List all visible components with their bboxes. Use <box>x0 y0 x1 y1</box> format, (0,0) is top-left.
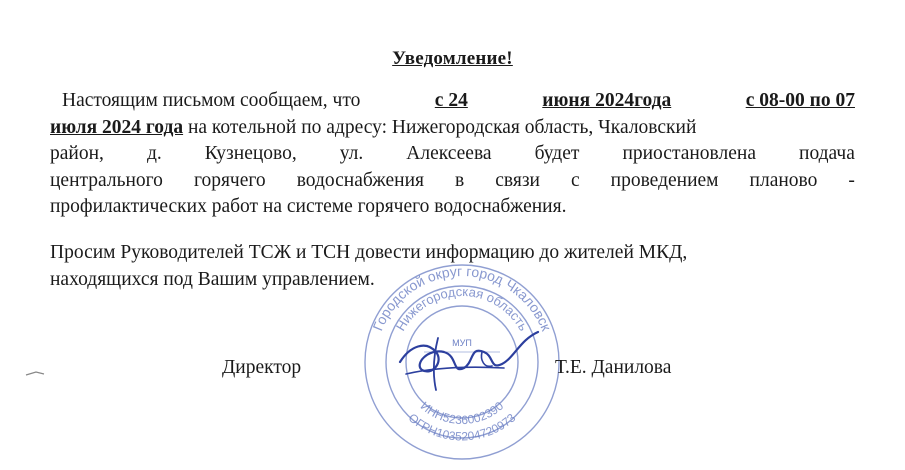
notice-intro-text: Настоящим письмом сообщаем, что <box>62 90 361 111</box>
paragraph-notice-line-5: профилактических работ на системе горячего водоснабжения. <box>50 196 567 217</box>
line3-word: Кузнецово, <box>204 143 297 164</box>
line3-word: будет <box>534 143 580 164</box>
line4-word: водоснабжения <box>296 169 424 191</box>
notice-date-start-day: с 24 <box>434 90 468 111</box>
line3-word: приостановлена <box>622 143 756 164</box>
line4-word: планово <box>749 169 818 191</box>
stamp-outer-text: Городской округ город Чкаловск <box>369 262 555 334</box>
line4-word: - <box>848 169 855 191</box>
paragraph-notice-line-2 <box>50 115 855 142</box>
line3-word: район, <box>50 143 104 164</box>
paragraph-request-line-2: находящихся под Вашим управлением. <box>50 268 375 290</box>
line4-word: горячего <box>193 169 266 191</box>
line4-word: центрального <box>50 169 163 191</box>
scan-margin-mark <box>24 366 46 380</box>
paragraph-notice-line-4 <box>50 168 855 195</box>
stamp-inner-text: Нижегородская область <box>392 283 532 334</box>
line3-word: Алексеева <box>406 143 492 164</box>
signature-stroke <box>400 332 538 371</box>
handwritten-signature <box>392 318 542 403</box>
line4-word: связи <box>495 169 540 191</box>
signature-position: Директор <box>222 357 302 378</box>
notice-date-end: июля 2024 года <box>50 116 184 138</box>
stamp-center-text: МУП <box>452 338 472 348</box>
notice-date-start-month: июня 2024года <box>542 90 672 111</box>
paragraph-notice-line-1 <box>50 88 855 115</box>
line4-word: с <box>570 169 580 191</box>
line3-word: д. <box>146 143 162 164</box>
notice-address-text: на котельной по адресу: Нижегородская область, Чкаловский <box>183 116 697 138</box>
stamp-ogrn-text: ОГРН1035204720973 <box>405 410 519 444</box>
line3-word: подача <box>799 143 855 164</box>
paragraph-notice-line-3 <box>50 141 855 168</box>
document-title: Уведомление! <box>392 48 513 69</box>
paragraph-request-line-1: Просим Руководителей ТСЖ и ТСН довести информацию до жителей МКД, <box>50 242 688 263</box>
stamp-inn-text: ИНН5236002390 <box>417 398 507 428</box>
line3-word: ул. <box>339 143 364 164</box>
signatory-name: Т.Е. Данилова <box>555 357 672 378</box>
notice-time-range: с 08-00 по 07 <box>745 90 855 111</box>
paragraph-notice <box>50 88 855 221</box>
line4-word: в <box>455 169 465 191</box>
line4-word: проведением <box>610 169 719 191</box>
